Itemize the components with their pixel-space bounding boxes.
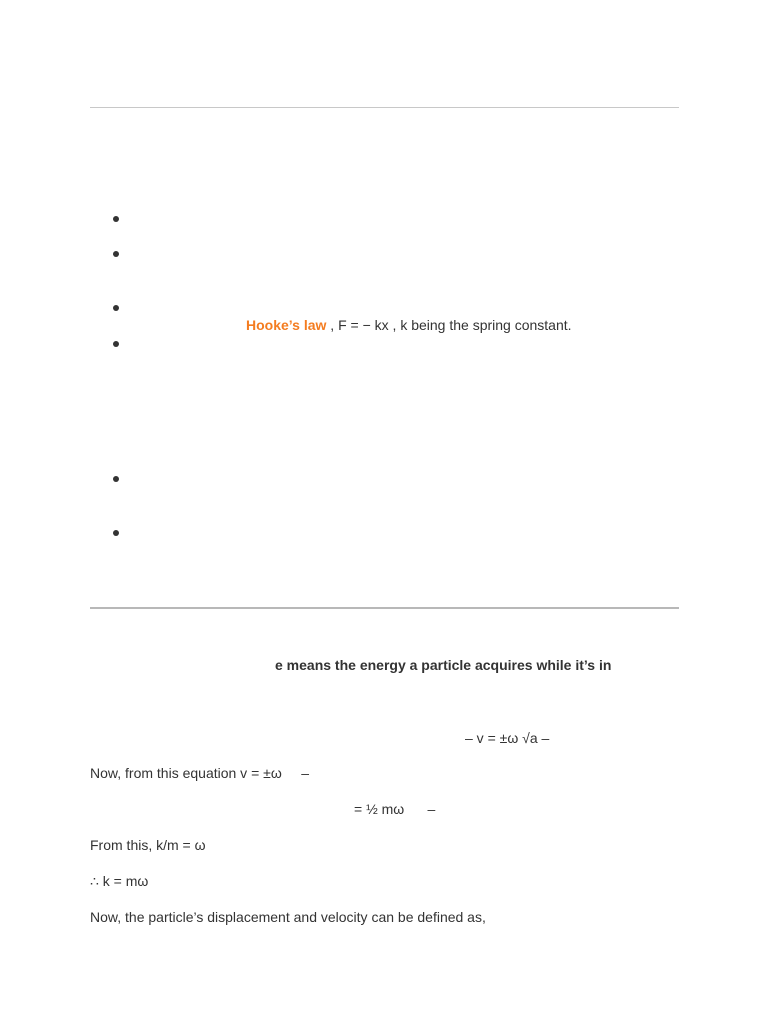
top-divider (90, 107, 679, 108)
displacement-velocity-line: Now, the particle’s displacement and velocity can be defined as, (90, 909, 486, 925)
energy-sentence: e means the energy a particle acquires while it’s in (275, 657, 612, 673)
hookes-law-link[interactable]: Hooke’s law (246, 317, 327, 333)
bullet-1 (113, 216, 119, 222)
now-from-equation: Now, from this equation v = ±ω – (90, 765, 309, 781)
bullet-6 (113, 530, 119, 536)
half-m-omega-equation: = ½ mω – (354, 801, 436, 817)
bullet-4 (113, 341, 119, 347)
middle-divider (90, 607, 679, 609)
from-this-line: From this, k/m = ω (90, 837, 206, 853)
bullet-5 (113, 476, 119, 482)
hooke-law-line (246, 316, 572, 334)
therefore-k-line: ∴ k = mω (90, 873, 149, 889)
bullet-3 (113, 305, 119, 311)
hookes-law-formula: , F = − kx , k being the spring constant. (330, 317, 572, 333)
velocity-equation: – v = ±ω √a – (465, 730, 550, 746)
bullet-2 (113, 251, 119, 257)
